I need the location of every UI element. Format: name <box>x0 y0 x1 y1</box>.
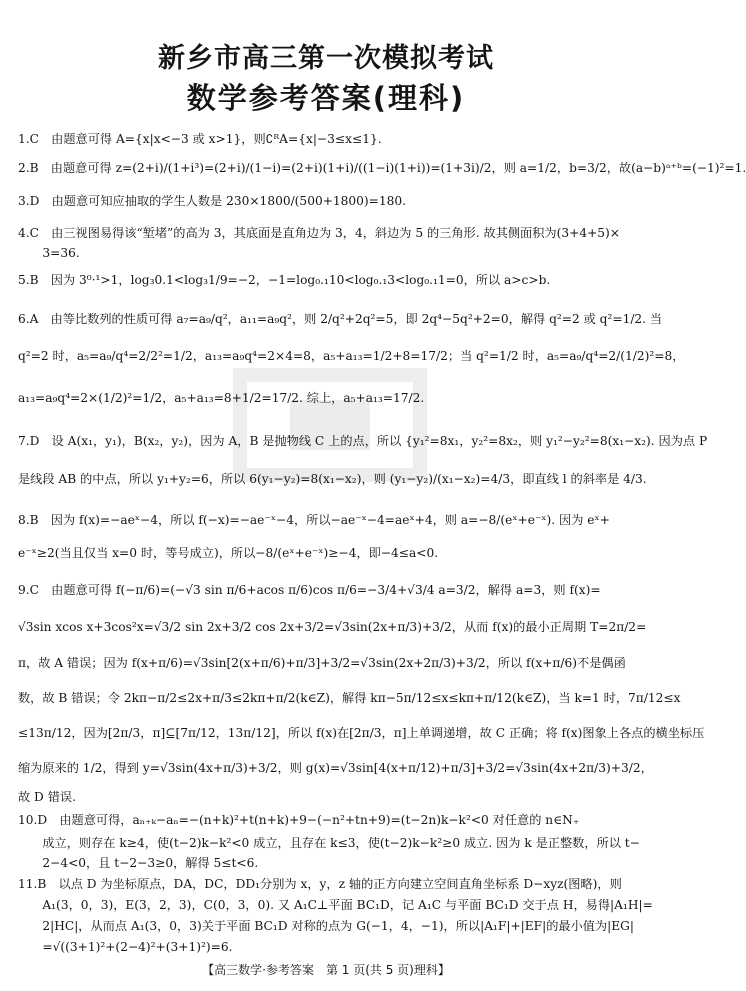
answer-line: 1.C 由题意可得 A={x|x<−3 或 x>1}，则∁ᴿA={x|−3≤x≤1}. <box>18 132 382 146</box>
answer-line: 8.B 因为 f(x)=−aeˣ−4，所以 f(−x)=−ae⁻ˣ−4，所以−ae⁻ˣ−4=aeˣ+4，则 a=−8/(eˣ+e⁻ˣ). 因为 eˣ+ <box>18 513 610 527</box>
answer-line: π，故 A 错误；因为 f(x+π/6)=√3sin[2(x+π/6)+π/3]+3/2=√3sin(2x+2π/3)+3/2，所以 f(x+π/6)不是偶函 <box>18 656 626 670</box>
page-footer: 【高三数学·参考答案 第 1 页(共 5 页)理科】 <box>202 963 450 977</box>
answer-line: 缩为原来的 1/2，得到 y=√3sin(4x+π/3)+3/2，则 g(x)=√3sin[4(x+π/12)+π/3]+3/2=√3sin(4x+2π/3)+3/2， <box>18 761 653 775</box>
answer-line: 2.B 由题意可得 z=(2+i)/(1+i³)=(2+i)/(1−i)=(2+i)(1+i)/((1−i)(1+i))=(1+3i)/2，则 a=1/2，b=3/2，故(a−b)ᵃ⁺ᵇ=(−1)²=1. <box>18 161 746 175</box>
watermark-logo <box>230 365 430 485</box>
answer-line: =√((3+1)²+(2−4)²+(3+1)²)=6. <box>18 940 233 954</box>
answer-line: 11.B 以点 D 为坐标原点，DA，DC，DD₁分别为 x，y，z 轴的正方向建立空间直角坐标系 D−xyz(图略)，则 <box>18 877 622 891</box>
answer-line: 6.A 由等比数列的性质可得 a₇=a₉/q²，a₁₁=a₉q²，则 2/q²+2q²=5，即 2q⁴−5q²+2=0，解得 q²=2 或 q²=1/2. 当 <box>18 312 663 326</box>
answer-line: a₁₃=a₉q⁴=2×(1/2)²=1/2，a₅+a₁₃=8+1/2=17/2. 综上，a₅+a₁₃=17/2. <box>18 391 425 405</box>
answer-line: 数，故 B 错误；令 2kπ−π/2≤2x+π/3≤2kπ+π/2(k∈Z)，解得 kπ−5π/12≤x≤kπ+π/12(k∈Z)，当 k=1 时，7π/12≤x <box>18 691 681 705</box>
answer-line: 4.C 由三视图易得该“堑堵”的高为 3，其底面是直角边为 3，4，斜边为 5 的三角形. 故其侧面积为(3+4+5)× <box>18 226 621 240</box>
answer-line: e⁻ˣ≥2(当且仅当 x=0 时，等号成立)，所以−8/(eˣ+e⁻ˣ)≥−4，即−4≤a<0. <box>18 546 439 560</box>
answer-line: q²=2 时，a₅=a₉/q⁴=2/2²=1/2，a₁₃=a₉q⁴=2×4=8，a₅+a₁₃=1/2+8=17/2；当 q²=1/2 时，a₅=a₉/q⁴=2/(1/2)²=8， <box>18 349 685 363</box>
page-title: 新乡市高三第一次模拟考试 <box>158 43 494 74</box>
answer-line: 9.C 由题意可得 f(−π/6)=(−√3 sin π/6+acos π/6)cos π/6=−3/4+√3/4 a=3/2，解得 a=3，则 f(x)= <box>18 583 601 597</box>
answer-line: 3.D 由题意可知应抽取的学生人数是 230×1800/(500+1800)=180. <box>18 194 407 208</box>
answer-line: √3sin xcos x+3cos²x=√3/2 sin 2x+3/2 cos 2x+3/2=√3sin(2x+π/3)+3/2，从而 f(x)的最小正周期 T=2π/2= <box>18 620 647 634</box>
answer-line: 2−4<0，且 t−2−3≥0，解得 5≤t<6. <box>18 856 259 870</box>
answer-line: 故 D 错误. <box>18 790 76 804</box>
answer-line: ≤13π/12，因为[2π/3，π]⊆[7π/12，13π/12]，所以 f(x)在[2π/3，π]上单调递增，故 C 正确；将 f(x)图象上各点的横坐标压 <box>18 726 705 740</box>
page-subtitle: 数学参考答案(理科) <box>186 81 466 115</box>
answer-line: 7.D 设 A(x₁，y₁)，B(x₂，y₂)，因为 A，B 是抛物线 C 上的点，所以 {y₁²=8x₁，y₂²=8x₂，则 y₁²−y₂²=8(x₁−x₂). 因为点 P <box>18 434 708 448</box>
answer-line: 10.D 由题意可得，aₙ₊ₖ−aₙ=−(n+k)²+t(n+k)+9−(−n²+tn+9)=(t−2n)k−k²<0 对任意的 n∈N₊ <box>18 813 580 827</box>
answer-line: 2|HC|，从而点 A₁(3，0，3)关于平面 BC₁D 对称的点为 G(−1，4，−1)，所以|A₁F|+|EF|的最小值为|EG| <box>18 919 635 933</box>
answer-line: 5.B 因为 3⁰·¹>1，log₃0.1<log₃1/9=−2，−1=log₀.₁10<log₀.₁3<log₀.₁1=0，所以 a>c>b. <box>18 273 551 287</box>
answer-line: 3=36. <box>18 246 80 260</box>
answer-line: A₁(3，0，3)，E(3，2，3)，C(0，3，0). 又 A₁C⊥平面 BC₁D，记 A₁C 与平面 BC₁D 交于点 H，易得|A₁H|= <box>18 898 653 912</box>
answer-line: 成立，则存在 k≥4，使(t−2)k−k²<0 成立，且存在 k≤3，使(t−2)k−k²≥0 成立. 因为 k 是正整数，所以 t− <box>18 836 640 850</box>
answer-line: 是线段 AB 的中点，所以 y₁+y₂=6，所以 6(y₁−y₂)=8(x₁−x₂)，则 (y₁−y₂)/(x₁−x₂)=4/3，即直线 l 的斜率是 4/3. <box>18 472 647 486</box>
